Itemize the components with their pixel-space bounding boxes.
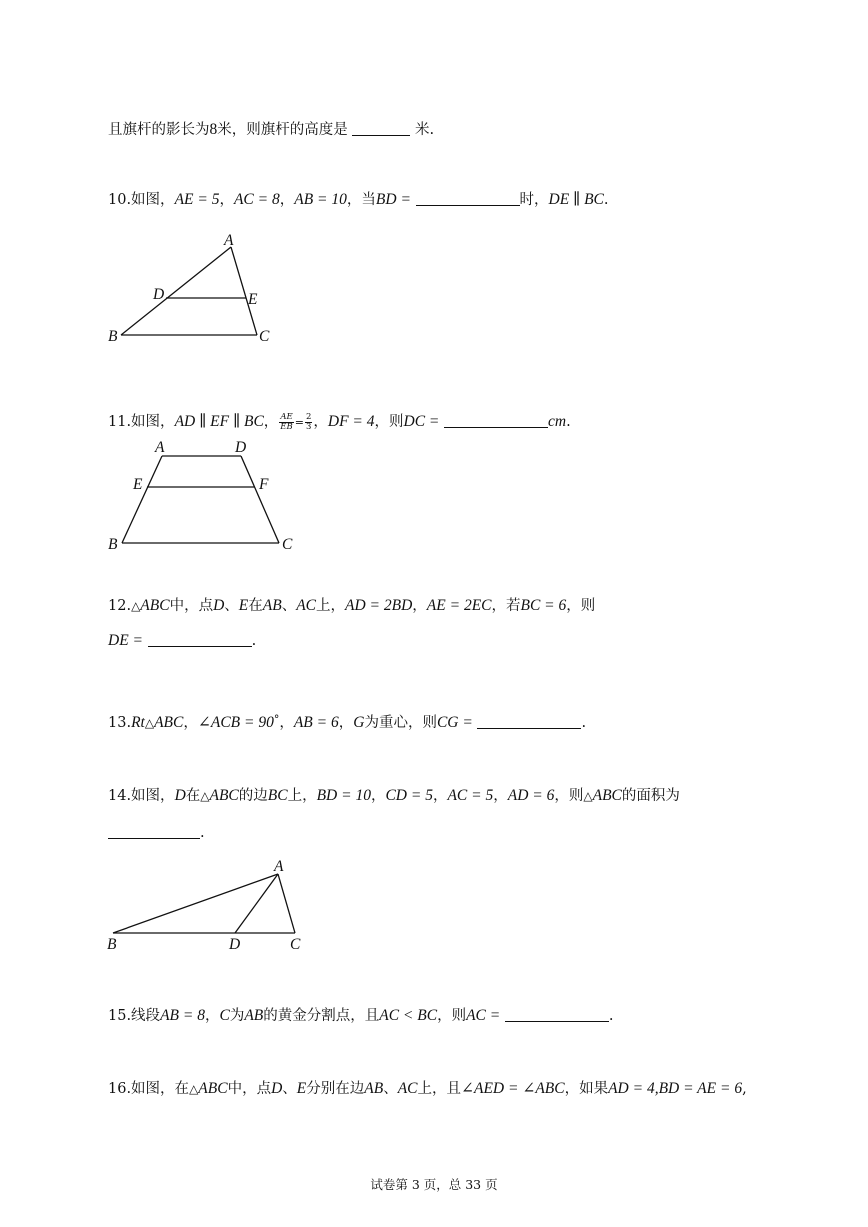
q12-text5: ，则	[566, 598, 596, 614]
q15-end: .	[608, 1008, 614, 1024]
q15-ab-2: AB	[244, 1007, 264, 1024]
q12-label: 12.	[108, 598, 132, 614]
q11-dc: DC =	[403, 413, 440, 430]
q14-d: D	[174, 787, 186, 804]
q15-c: C	[219, 1007, 230, 1024]
q12-ac: AC	[296, 597, 316, 614]
q11-sep2: ，	[313, 414, 328, 430]
q11-sep1: ，	[263, 414, 279, 430]
q14-label-d: D	[229, 936, 241, 953]
q10-bd: BD =	[375, 191, 411, 208]
q16-d: D	[271, 1080, 283, 1097]
q16-end: ,	[742, 1081, 747, 1097]
q15-ab: AB = 8	[160, 1007, 205, 1024]
q11-label-b: B	[108, 536, 118, 553]
q9-num: 8	[209, 121, 218, 138]
q14-bd: BD = 10	[316, 787, 371, 804]
q16-abc: ABC	[198, 1080, 228, 1097]
q14-label: 14.如图，	[108, 788, 175, 804]
q14-ac: AC = 5	[447, 787, 494, 804]
q16-comma2: 、	[383, 1081, 398, 1097]
q14-triangle-symbol: △	[200, 789, 210, 803]
q11-label: 11.如图，	[108, 414, 175, 430]
q12-text3: 上，	[316, 598, 345, 614]
q16-triangle-symbol: △	[189, 1082, 199, 1096]
q10-end: .	[603, 192, 609, 208]
q14-text5: 的面积为	[621, 788, 680, 804]
q10-label: 10.如图，	[108, 192, 175, 208]
q12-ad: AD = 2BD	[345, 597, 413, 614]
q9-prefix: 且旗杆的影长为	[108, 122, 210, 138]
q14-side-ab	[113, 874, 278, 933]
q13-abc: ABC	[154, 714, 184, 731]
q12-abc: ABC	[140, 597, 170, 614]
q12-text1: 中，点	[169, 598, 214, 614]
q12-d: D	[213, 597, 225, 614]
q14-sep2: ，	[432, 788, 448, 804]
q12-e: E	[238, 597, 249, 614]
q11-label-c: C	[282, 536, 293, 553]
q12-bc: BC = 6	[520, 597, 567, 614]
q13-g: G	[353, 714, 365, 731]
q14-sep1: ，	[370, 788, 386, 804]
q14-text1: 在	[185, 788, 201, 804]
q13-angle: ∠ACB = 90	[197, 714, 274, 731]
q11-then: ，则	[374, 414, 404, 430]
q14-sep3: ，	[493, 788, 508, 804]
q10-de-parallel-bc: DE ∥ BC	[548, 191, 604, 208]
q13-ab: AB = 6	[293, 714, 339, 731]
q15-sep1: ，	[204, 1008, 220, 1024]
q12-de: DE =	[108, 632, 143, 649]
q13-text1: 为重心，则	[364, 715, 437, 731]
q10-label-b: B	[108, 328, 118, 345]
q14-text3: 上，	[287, 788, 317, 804]
q15-line	[108, 1006, 613, 1026]
q15-text1: 为	[229, 1008, 245, 1024]
q12-end: .	[251, 633, 257, 649]
q10-ae: AE = 5	[174, 191, 220, 208]
q10-label-a: A	[224, 232, 234, 249]
q14-abc-2: ABC	[592, 787, 622, 804]
q13-rt: Rt	[131, 714, 145, 731]
q10-time: 时，	[519, 192, 549, 208]
q11-label-e: E	[133, 476, 143, 493]
q16-ac: AC	[397, 1080, 418, 1097]
q14-bc: BC	[267, 787, 288, 804]
q11-label-d: D	[235, 439, 247, 456]
q16-e: E	[296, 1080, 307, 1097]
q14-abc: ABC	[209, 787, 239, 804]
q16-text4: ，如果	[564, 1081, 609, 1097]
q9-suffix: 米.	[414, 122, 435, 138]
q14-segment-ad	[235, 874, 278, 933]
q14-cd: CD = 5	[385, 787, 433, 804]
q14-triangle-symbol-2: △	[583, 789, 593, 803]
q14-text4: ，则	[554, 788, 584, 804]
q15-text2: 的黄金分割点，且	[263, 1008, 380, 1024]
q16-angle-eq: ∠AED = ∠ABC	[461, 1080, 565, 1097]
q12-text2: 在	[248, 598, 263, 614]
q14-label-b: B	[107, 936, 117, 953]
q13-sep3: ，	[338, 715, 354, 731]
q10-sep2: ，	[279, 192, 295, 208]
q16-text3: 上，且	[417, 1081, 461, 1097]
q10-when: ，当	[346, 192, 376, 208]
q15-answer-blank[interactable]	[505, 1007, 609, 1022]
q16-comma1: 、	[282, 1081, 297, 1097]
q10-ab: AB = 10	[294, 191, 347, 208]
q12-ab: AB	[262, 597, 282, 614]
q10-label-c: C	[259, 328, 270, 345]
q16-line	[108, 1079, 747, 1099]
q15-label: 15.线段	[108, 1008, 161, 1024]
q13-cg: CG =	[436, 714, 473, 731]
q11-unit: cm	[548, 413, 567, 430]
q11-df: DF = 4	[327, 413, 375, 430]
q16-lengths: AD = 4,BD = AE = 6	[608, 1080, 743, 1097]
q15-ac: AC =	[466, 1007, 501, 1024]
q9-mid: 米，则旗杆的高度是	[217, 122, 348, 138]
q10-label-e: E	[248, 291, 258, 308]
q10-sep1: ，	[219, 192, 234, 208]
q13-degree: °	[273, 713, 280, 726]
q13-end: .	[581, 715, 587, 731]
q15-ac-lt-bc: AC < BC	[379, 1007, 438, 1024]
q11-eq: =	[294, 416, 304, 429]
page-footer: 试卷第 3 页，总 33 页	[370, 1177, 498, 1192]
q11-ratio-den: EB	[280, 421, 293, 432]
q14-ad: AD = 6	[507, 787, 555, 804]
q16-text1: 中，点	[227, 1081, 272, 1097]
q12-sep1: ，	[412, 598, 427, 614]
q16-text2: 分别在边	[306, 1081, 365, 1097]
q13-triangle-symbol: △	[144, 716, 155, 730]
q13-sep1: ，	[183, 715, 198, 731]
q11-value-den: 3	[305, 421, 312, 432]
q10-ac: AC = 8	[233, 191, 280, 208]
q14-side-ac	[278, 874, 295, 933]
q11-label-a: A	[155, 439, 165, 456]
q13-sep2: ，	[279, 715, 294, 731]
q12-triangle-symbol: △	[131, 599, 141, 613]
q15-text3: ，则	[437, 1008, 467, 1024]
q12-text4: ，若	[491, 598, 521, 614]
q11-end: .	[566, 414, 571, 430]
q11-label-f: F	[259, 476, 269, 493]
q12-ae: AE = 2EC	[426, 597, 492, 614]
q11-ratio-num: AE	[280, 411, 293, 422]
q12-comma2: 、	[281, 598, 297, 614]
q14-text2: 的边	[238, 788, 268, 804]
q14-label-a: A	[274, 858, 284, 875]
q12-comma1: 、	[224, 598, 239, 614]
q14-end: .	[200, 825, 205, 841]
q11-value-num: 2	[305, 411, 312, 422]
q16-label: 16.如图，在	[108, 1081, 190, 1097]
q13-label: 13.	[108, 715, 132, 731]
q16-ab: AB	[364, 1080, 384, 1097]
q14-label-c: C	[290, 936, 301, 953]
q11-parallel: AD ∥ EF ∥ BC	[174, 413, 264, 430]
q10-label-d: D	[153, 286, 165, 303]
